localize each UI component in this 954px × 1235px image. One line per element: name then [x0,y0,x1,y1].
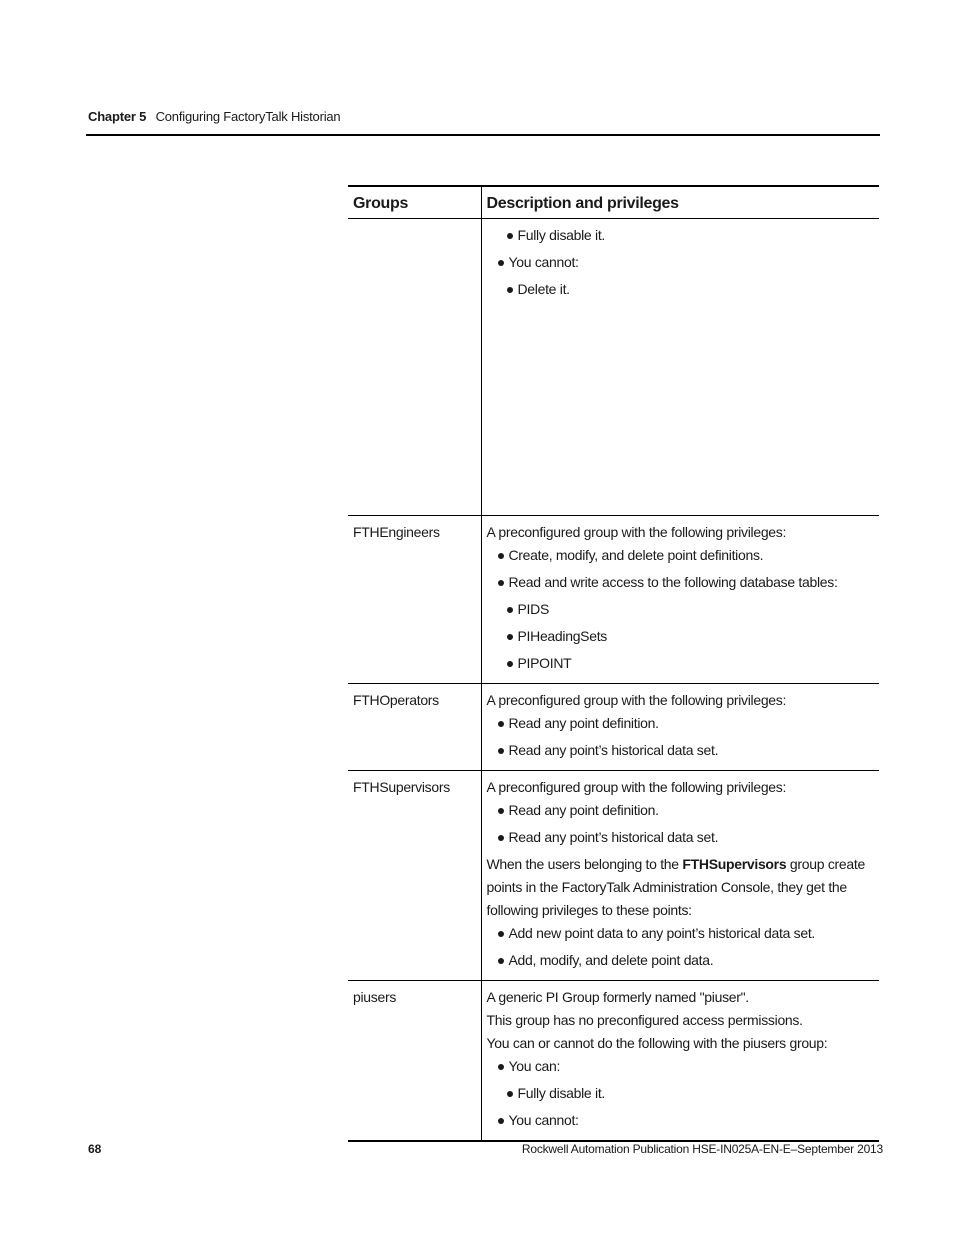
list-item: PIHeadingSets [487,625,875,648]
chapter-label: Chapter 5 [88,109,147,124]
description-intro: A preconfigured group with the following privileges: [486,779,787,795]
groups-table [348,185,879,1142]
group-cell: FTHOperators [348,684,481,771]
list-item: Read any point definition. [487,799,875,822]
group-cell [348,219,481,516]
group-cell: FTHSupervisors [348,771,481,981]
page-number: 68 [88,1142,102,1156]
list-item: PIPOINT [487,652,875,675]
description-intro: A preconfigured group with the following privileges: [486,692,787,708]
description-cell [481,219,879,516]
column-header-groups: Groups [348,186,481,219]
list-item: Fully disable it. [487,224,875,247]
description-line: You can or cannot do the following with the piusers group: [486,1035,828,1051]
description-cell [481,516,879,684]
description-cell [481,684,879,771]
list-item: Add, modify, and delete point data. [487,949,875,972]
table-row [348,771,879,981]
list-item: Add new point data to any point’s historical data set. [487,922,875,945]
description-line: This group has no preconfigured access permissions. [486,1012,803,1028]
paragraph-text: group create points in the FactoryTalk Administration Console, they get the following privileges to these points: [486,856,865,918]
table-row [348,516,879,684]
list-item: PIDS [487,598,875,621]
paragraph-text: When the users belonging to the [486,856,683,872]
description-paragraph [487,853,875,922]
publication-info: Rockwell Automation Publication HSE-IN025A-EN-E–September 2013 [521,1142,883,1156]
description-cell [481,981,879,1142]
description-line: A generic PI Group formerly named "piuser". [486,989,749,1005]
group-cell: piusers [348,981,481,1142]
page-header [88,109,340,124]
chapter-title: Configuring FactoryTalk Historian [155,109,341,124]
list-item: Read any point definition. [487,712,875,735]
list-item: You cannot: [487,251,875,274]
header-rule [86,134,880,136]
list-item: You can: [487,1055,875,1078]
list-item: Delete it. [487,278,875,301]
table-header-row [348,186,879,219]
group-name-emphasis: FTHSupervisors [682,856,787,872]
table-row [348,981,879,1142]
list-item: Fully disable it. [487,1082,875,1105]
group-cell: FTHEngineers [348,516,481,684]
description-intro: A preconfigured group with the following privileges: [486,524,787,540]
list-item: Create, modify, and delete point definitions. [487,544,875,567]
column-header-description: Description and privileges [481,186,879,219]
description-cell [481,771,879,981]
list-item: Read and write access to the following database tables: [487,571,875,594]
table-row [348,219,879,516]
list-item: Read any point’s historical data set. [487,739,875,762]
table-row [348,684,879,771]
list-item: You cannot: [487,1109,875,1132]
list-item: Read any point’s historical data set. [487,826,875,849]
